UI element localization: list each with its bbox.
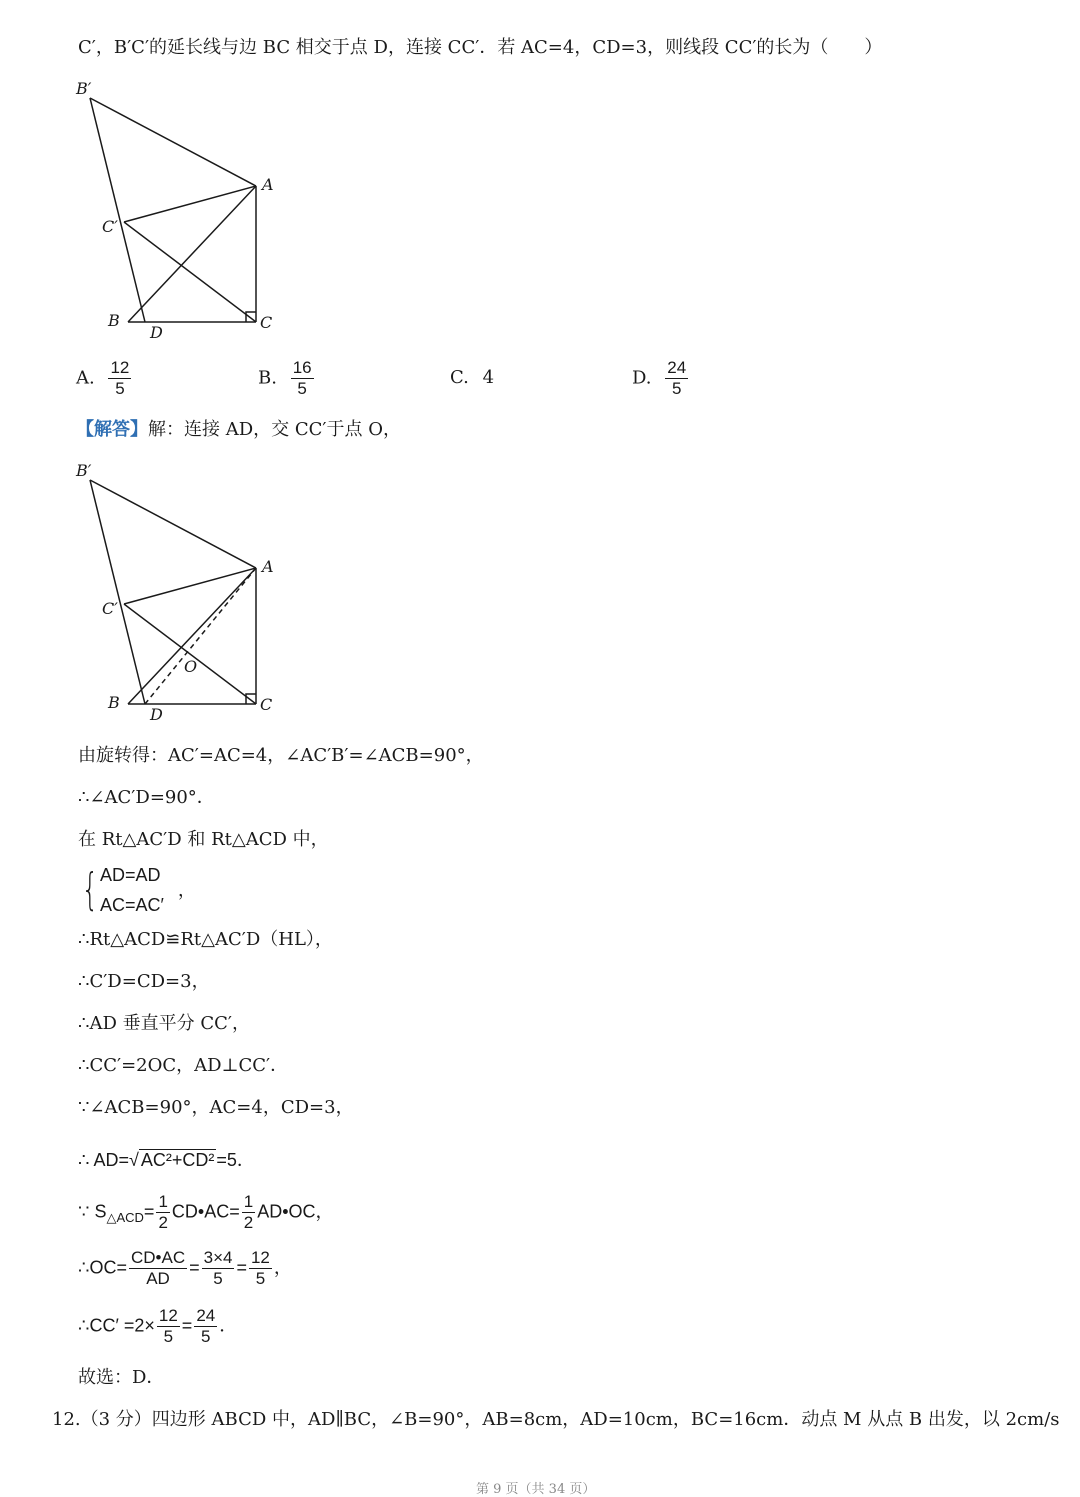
step-12-f2-den: 5 (201, 1327, 211, 1346)
step-10-half-den-1: 2 (158, 1213, 168, 1232)
fig2-label-O: O (184, 657, 198, 676)
fig2-label-A: A (262, 557, 274, 576)
fig2-seg-BA (128, 568, 256, 704)
fig1-seg-BpD (90, 98, 145, 322)
step-10-eq: = (143, 1201, 155, 1222)
step-9-prefix: ∴ AD= (78, 1150, 129, 1170)
sqrt-symbol: √ (128, 1150, 139, 1170)
problem-12-statement: 12.（3 分）四边形 ABCD 中，AD∥BC，∠B=90°，AB=8cm，AD=10cm，BC=16cm．动点 M 从点 B 出发，以 2cm/s (52, 1409, 1060, 1430)
fig1-seg-BA (128, 186, 256, 322)
step-11-f2-den: 5 (213, 1269, 223, 1288)
step-9-radicand: AC²+CD² (140, 1150, 215, 1170)
step-12-eq: = (181, 1315, 193, 1336)
option-a-letter: A. (76, 367, 95, 389)
step-1: 由旋转得：AC′=AC=4，∠AC′B′=∠ACB=90°， (78, 745, 484, 766)
option-d-den: 5 (671, 379, 682, 398)
fig2-seg-BpD (90, 480, 145, 704)
brace-tail: ， (177, 880, 196, 900)
fig1-label-Bp: B′ (76, 79, 92, 98)
step-11-f3-den: 5 (255, 1269, 266, 1288)
step-4: ∴Rt△ACD≌Rt△AC′D（HL）， (78, 929, 333, 950)
step-6: ∴AD 垂直平分 CC′， (78, 1013, 250, 1034)
step-11-f3-num: 12 (250, 1248, 270, 1267)
option-d-num: 24 (667, 358, 687, 377)
fig2-label-Cp: C′ (102, 599, 118, 618)
step-10-mid: CD•AC= (171, 1201, 240, 1222)
step-11-f1-num: CD•AC (130, 1248, 186, 1267)
fig2-seg-BpA (90, 480, 256, 568)
option-b (258, 358, 316, 399)
option-d-letter: D. (632, 367, 652, 389)
option-a (76, 358, 133, 399)
step-12-f1-den: 5 (163, 1327, 174, 1346)
fig1-label-C: C (260, 313, 273, 332)
left-brace: { (81, 864, 99, 915)
step-11 (78, 1248, 292, 1289)
fig1-seg-CpC (124, 222, 256, 322)
page-footer: 第 9 页（共 34 页） (476, 1482, 596, 1497)
step-9 (78, 1148, 255, 1172)
fig2-label-Bp: B′ (76, 461, 92, 480)
step-12-f1-num: 12 (158, 1306, 178, 1325)
fig2-label-B: B (108, 693, 120, 712)
fig1-label-A: A (262, 175, 274, 194)
option-c (450, 366, 494, 390)
brace-line-1: AD=AD (100, 865, 161, 885)
fig2-seg-CpC (124, 604, 256, 704)
step-brace-system (76, 860, 196, 920)
option-c-letter: C. (450, 367, 469, 388)
solution-tag: 【解答】 (76, 419, 148, 440)
step-9-suffix: =5． (216, 1150, 255, 1170)
step-10-half-num-1: 1 (158, 1192, 168, 1211)
option-a-num: 12 (110, 358, 130, 377)
step-12 (78, 1306, 237, 1347)
option-b-letter: B. (258, 367, 277, 389)
step-3: 在 Rt△AC′D 和 Rt△ACD 中， (78, 829, 329, 850)
fig2-label-D: D (150, 705, 163, 724)
step-12-prefix: ∴CC′ =2× (78, 1315, 155, 1336)
step-11-f1-den: AD (146, 1269, 170, 1288)
step-8: ∵∠ACB=90°，AC=4，CD=3， (78, 1097, 354, 1118)
figure-2 (70, 454, 300, 726)
solution-intro: 解：连接 AD，交 CC′于点 O， (148, 419, 401, 440)
solution-intro-line (76, 418, 401, 442)
step-5: ∴C′D=CD=3， (78, 971, 210, 992)
step-12-end: ． (219, 1315, 238, 1336)
option-c-value: 4 (482, 367, 495, 388)
fig1-seg-BpA (90, 98, 256, 186)
step-11-f2-num: 3×4 (203, 1248, 233, 1267)
problem-statement: C′，B′C′的延长线与边 BC 相交于点 D，连接 CC′．若 AC=4，CD=3，则线段 CC′的长为（ ） (78, 37, 883, 58)
step-10-sub: △ACD (106, 1209, 144, 1225)
step-12-f2-num: 24 (196, 1306, 216, 1325)
option-b-num: 16 (292, 358, 312, 377)
step-2: ∴∠AC′D=90°． (78, 787, 215, 808)
option-b-den: 5 (297, 379, 307, 398)
step-10-half-num-2: 1 (243, 1192, 254, 1211)
fig1-label-B: B (108, 311, 120, 330)
step-11-eq2: = (236, 1257, 247, 1278)
fig2-seg-CpA (124, 568, 256, 604)
fig2-seg-AD-dashed (145, 568, 256, 704)
fig1-label-Cp: C′ (102, 217, 118, 236)
answer: 故选：D． (78, 1367, 165, 1388)
step-10-half-den-2: 2 (243, 1213, 254, 1232)
step-10-prefix: ∵ S (78, 1201, 107, 1222)
step-10-end: AD•OC， (257, 1201, 334, 1222)
step-7: ∴CC′=2OC，AD⊥CC′． (78, 1055, 289, 1076)
step-11-prefix: ∴OC= (78, 1257, 127, 1278)
option-a-den: 5 (115, 379, 125, 398)
step-11-eq1: = (189, 1257, 200, 1278)
fig1-seg-CpA (124, 186, 256, 222)
step-11-end: ， (273, 1257, 292, 1278)
fig1-label-D: D (150, 323, 163, 342)
fig2-label-C: C (260, 695, 273, 714)
figure-1 (70, 72, 300, 344)
option-d (632, 358, 690, 399)
step-10 (78, 1192, 334, 1233)
brace-line-2: AC=AC′ (100, 895, 164, 915)
